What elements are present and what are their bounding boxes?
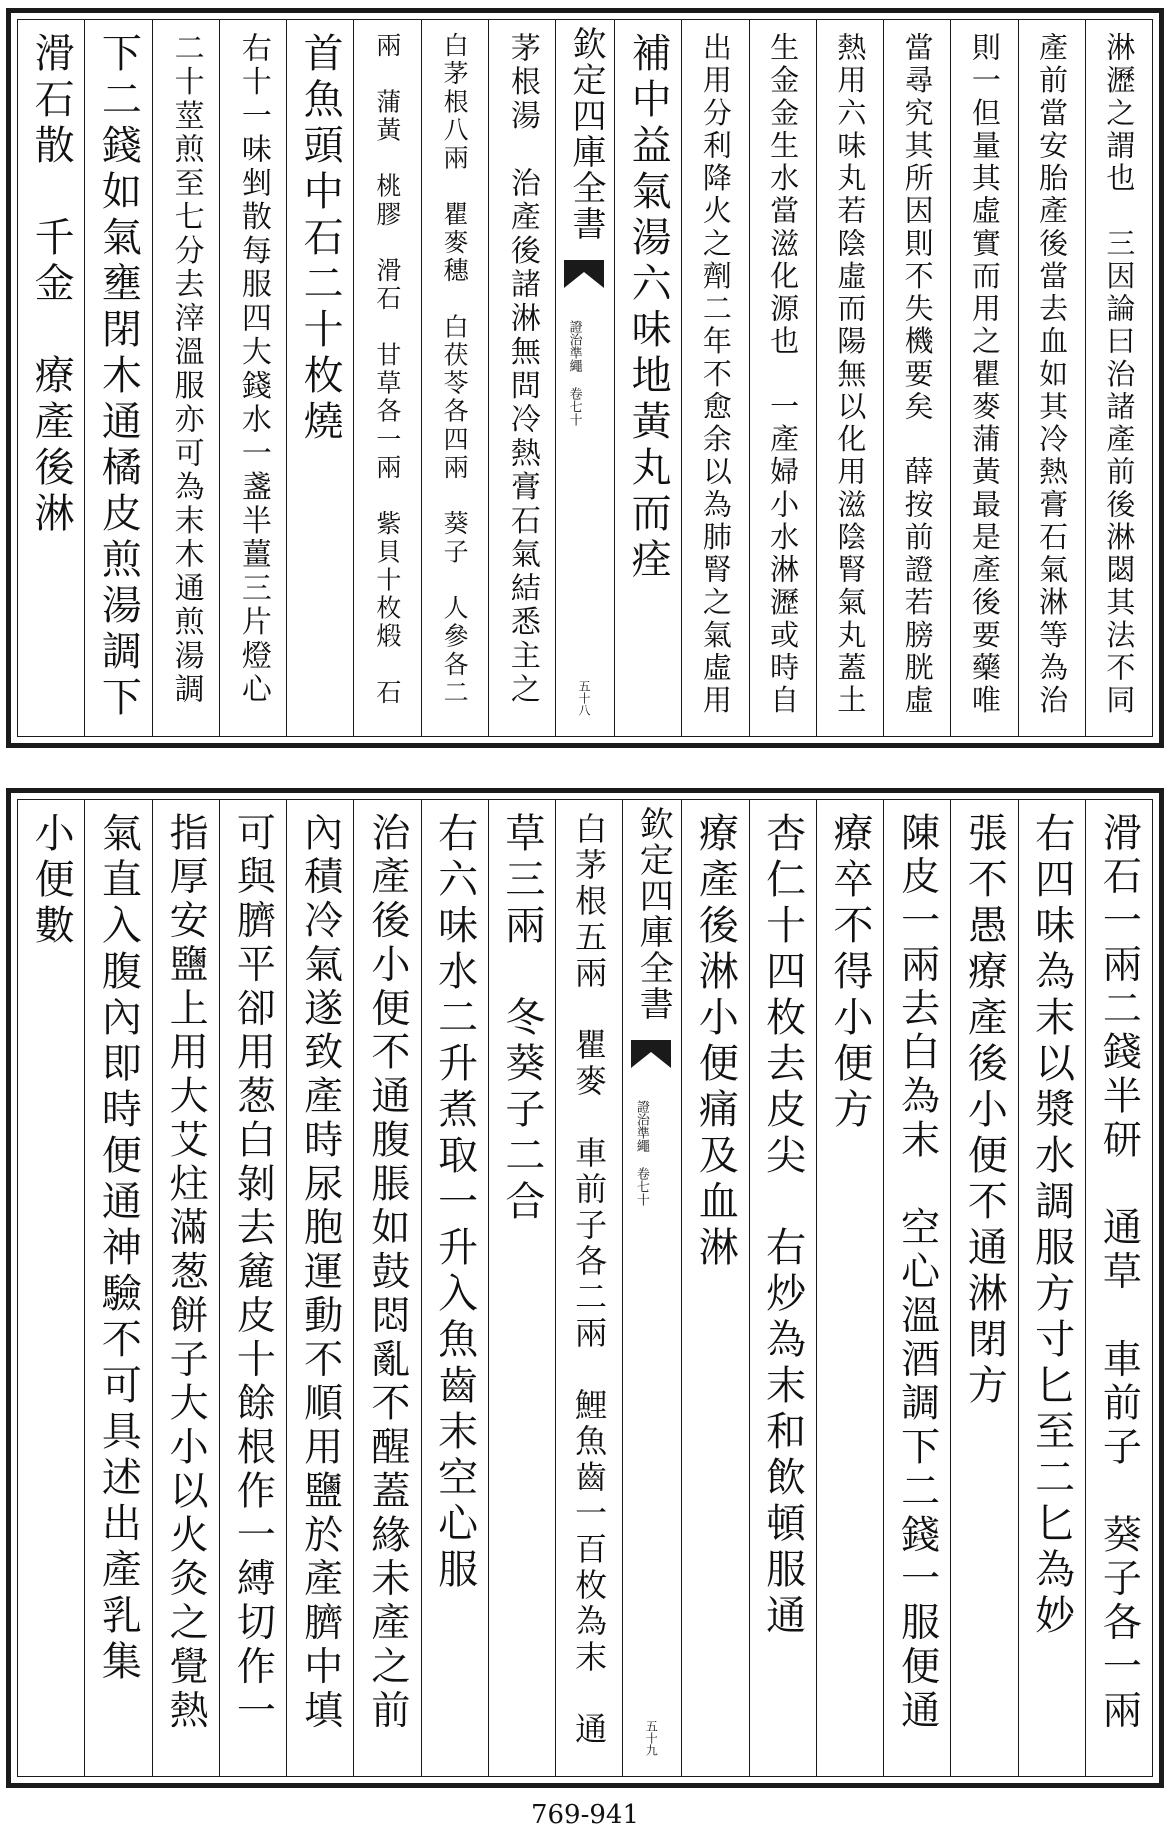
book-title: 欽定四庫全書 (566, 26, 606, 242)
text-column (286, 800, 353, 1776)
text-column (816, 20, 883, 736)
column-text: 治產後小便不通腹脹如鼓悶亂不醒蓋緣未產之前 (364, 812, 410, 1734)
text-column (681, 20, 748, 736)
text-column (219, 800, 286, 1776)
bottom-page-columns (17, 799, 1153, 1777)
column-text: 療卒不得小便方 (826, 812, 873, 1134)
text-column (421, 20, 488, 736)
column-text: 杏仁十四枚去皮尖 右炒為末和飲頓服通 (759, 812, 806, 1640)
column-text: 指厚安鹽上用大艾炷滿葱餅子大小以火灸之覺熱 (163, 812, 209, 1734)
column-text: 陳皮一兩去白為末 空心溫酒調下二錢一服便通 (894, 812, 940, 1734)
column-text: 滑石散 千金 療產後淋 (28, 32, 75, 538)
column-text: 氣直入腹內即時便通神驗不可具述出產乳集 (95, 812, 142, 1686)
text-column (681, 800, 748, 1776)
text-column (421, 800, 488, 1776)
bottom-page (6, 788, 1164, 1788)
text-column (18, 20, 84, 736)
column-text: 張不愚療產後小便不通淋閉方 (961, 812, 1008, 1410)
volume-subtitle: 證治準繩 卷七十 (566, 320, 582, 426)
column-text: 當尋究其所因則不失機要矣 薛按前證若膀胱虛 (900, 32, 935, 718)
text-column (749, 20, 816, 736)
book-title: 欽定四庫全書 (633, 806, 674, 1022)
text-column (816, 800, 883, 1776)
column-text: 療產後淋小便痛及血淋 (692, 812, 739, 1272)
column-text: 白茅根八兩 瞿麥穗 白茯苓各四兩 葵子 人參各二 (440, 32, 470, 707)
text-column (219, 20, 286, 736)
column-text: 熱用六味丸若陰虛而陽無以化用滋陰腎氣丸蓋土 (833, 32, 868, 718)
text-column (84, 20, 151, 736)
text-column (555, 800, 622, 1776)
text-column (286, 20, 353, 736)
column-text: 淋瀝之謂也 三因論曰治諸產前後淋閟其法不同 (1102, 32, 1137, 718)
column-text: 出用分利降火之劑二年不愈余以為肺腎之氣虛用 (698, 32, 733, 718)
top-page-columns (17, 19, 1153, 737)
column-text: 則一但量其虛實而用之瞿麥蒲黃最是產後要藥唯 (967, 32, 1002, 718)
text-column (883, 800, 950, 1776)
column-text: 內積冷氣遂致產時尿胞運動不順用鹽於產臍中填 (297, 812, 343, 1734)
top-page (6, 8, 1164, 748)
fish-tail-mark-icon (631, 1040, 671, 1068)
text-column (950, 20, 1017, 736)
folio-number: 五十八 (577, 680, 591, 716)
text-column (353, 800, 420, 1776)
column-text: 茅根湯 治產後諸淋無問冷熱膏石氣結悉主之 (504, 32, 540, 707)
column-text: 滑石一兩二錢半研 通草 車前子 葵子各一兩 (1096, 812, 1142, 1734)
fish-tail-mark-icon (564, 260, 604, 288)
text-column (1085, 800, 1152, 1776)
column-text: 下二錢如氣壅閉木通橘皮煎湯調下 (95, 32, 142, 722)
text-column (749, 800, 816, 1776)
column-text: 生金金生水當滋化源也 一產婦小水淋瀝或時自 (766, 32, 801, 718)
text-column (353, 20, 420, 736)
text-column (152, 20, 219, 736)
column-text: 兩 蒲黃 桃膠 滑石 甘草各一兩 紫貝十枚煅 石 (372, 32, 402, 707)
text-column (1085, 20, 1152, 736)
text-column (883, 20, 950, 736)
text-column (488, 20, 555, 736)
column-text: 右十一味剉散每服四大錢水一盞半薑三片燈心 (235, 32, 271, 707)
column-text: 右四味為末以漿水調服方寸匕至二匕為妙 (1028, 812, 1075, 1640)
column-text: 小便數 (28, 812, 75, 950)
column-text: 可與臍平卻用葱白剝去麄皮十餘根作一縛切作一 (230, 812, 276, 1734)
column-text: 右六味水二升煮取一升入魚齒末空心服 (431, 812, 478, 1594)
volume-subtitle: 證治準繩 卷七十 (633, 1100, 649, 1206)
text-column (614, 20, 681, 736)
column-text: 產前當安胎產後當去血如其冷熱膏石氣淋等為治 (1035, 32, 1070, 718)
column-text: 草三兩 冬葵子二合 (498, 812, 545, 1226)
text-column (488, 800, 555, 1776)
folio-number: 五十九 (644, 1720, 659, 1756)
column-text: 白茅根五兩 瞿麥 車前子各二兩 鯉魚齒一百枚為末 通 (570, 812, 609, 1748)
column-text: 二十莖煎至七分去滓溫服亦可為末木通煎湯調 (168, 32, 204, 707)
text-column (1018, 800, 1085, 1776)
page-footer-number: 769-941 (530, 1800, 640, 1830)
text-column (152, 800, 219, 1776)
column-text: 補中益氣湯六味地黃丸而痊 (625, 32, 672, 584)
text-column (1018, 20, 1085, 736)
text-column (18, 800, 84, 1776)
text-column (84, 800, 151, 1776)
text-column (950, 800, 1017, 1776)
column-text: 首魚頭中石二十枚燒 (297, 32, 344, 446)
center-fold-column (622, 800, 681, 1776)
center-fold-column (555, 20, 614, 736)
